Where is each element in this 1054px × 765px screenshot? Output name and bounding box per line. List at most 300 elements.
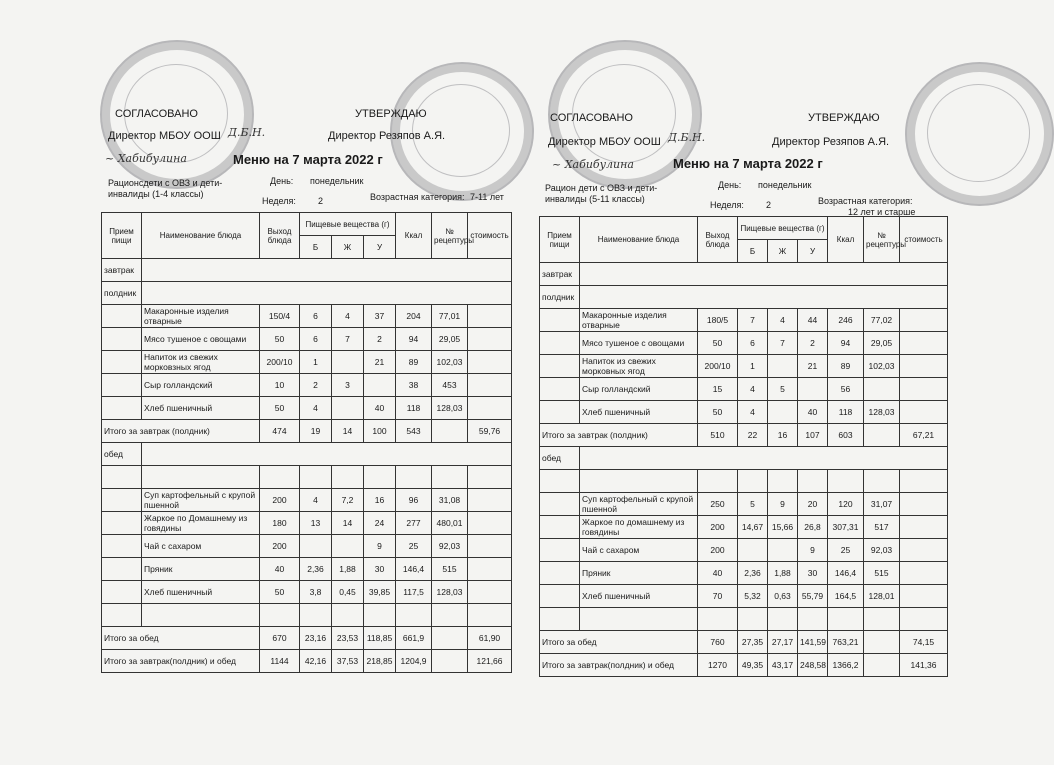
value-cell: 3,8 — [300, 581, 332, 604]
value-cell: 5,32 — [738, 585, 768, 608]
signature-mark: Д.Б.Н. — [668, 131, 706, 144]
dish-name: Напиток из свежих морковных ягод — [580, 355, 698, 378]
table-row — [102, 305, 512, 328]
value-cell: 77,02 — [864, 309, 900, 332]
total-value — [864, 424, 900, 447]
value-cell: 1,88 — [332, 558, 364, 581]
table-row — [102, 558, 512, 581]
dish-name: Жаркое по Домашнему из говядины — [142, 512, 260, 535]
value-cell: 117,5 — [396, 581, 432, 604]
table-cell — [828, 608, 864, 631]
value-cell — [900, 562, 948, 585]
value-cell — [768, 355, 798, 378]
value-cell — [798, 378, 828, 401]
header-meal: Прием пищи — [540, 217, 580, 263]
value-cell: 277 — [396, 512, 432, 535]
value-cell: 55,79 — [798, 585, 828, 608]
table-row — [102, 581, 512, 604]
value-cell: 120 — [828, 493, 864, 516]
table-row — [540, 424, 948, 447]
table-cell — [102, 397, 142, 420]
total-value: 22 — [738, 424, 768, 447]
header-kcal: Ккал — [396, 213, 432, 259]
dish-name: Хлеб пшеничный — [580, 401, 698, 424]
value-cell: 4 — [300, 489, 332, 512]
value-cell: 92,03 — [864, 539, 900, 562]
table-cell — [142, 443, 512, 466]
director-school-label: Директор МБОУ ООШ — [108, 130, 221, 142]
table-cell — [396, 604, 432, 627]
header-u: У — [798, 240, 828, 263]
total-value: 107 — [798, 424, 828, 447]
table-cell — [698, 608, 738, 631]
table-row — [102, 443, 512, 466]
value-cell: 50 — [260, 581, 300, 604]
value-cell — [332, 535, 364, 558]
table-cell — [580, 470, 698, 493]
value-cell: 4 — [300, 397, 332, 420]
value-cell: 94 — [828, 332, 864, 355]
value-cell: 0,63 — [768, 585, 798, 608]
value-cell: 515 — [864, 562, 900, 585]
table-cell — [102, 351, 142, 374]
value-cell: 50 — [698, 332, 738, 355]
value-cell: 40 — [798, 401, 828, 424]
table-row — [102, 374, 512, 397]
value-cell: 200 — [260, 489, 300, 512]
table-row — [540, 401, 948, 424]
director-name: Директор Резяпов А.Я. — [328, 130, 446, 142]
header-recipe: № рецептуры — [432, 213, 468, 259]
table-cell — [540, 516, 580, 539]
value-cell: 7,2 — [332, 489, 364, 512]
table-row — [540, 332, 948, 355]
header-dish: Наименование блюда — [142, 213, 260, 259]
section-label: полдник — [102, 282, 142, 305]
value-cell — [332, 397, 364, 420]
value-cell — [332, 351, 364, 374]
section-label: завтрак — [102, 259, 142, 282]
table-row — [102, 282, 512, 305]
value-cell: 1,88 — [768, 562, 798, 585]
day-value: понедельник — [758, 180, 812, 190]
value-cell: 102,03 — [864, 355, 900, 378]
value-cell: 14,67 — [738, 516, 768, 539]
value-cell: 6 — [300, 328, 332, 351]
value-cell — [300, 535, 332, 558]
table-row — [540, 608, 948, 631]
table-cell — [828, 470, 864, 493]
table-cell — [396, 466, 432, 489]
table-cell — [540, 355, 580, 378]
week-value: 2 — [318, 196, 324, 206]
ration-label: Рационсдети с ОВЗ и дети-инвалиды (1-4 классы) — [108, 178, 223, 199]
value-cell: 25 — [828, 539, 864, 562]
value-cell: 2,36 — [738, 562, 768, 585]
header-b: Б — [300, 236, 332, 259]
total-value: 248,58 — [798, 654, 828, 677]
value-cell: 3 — [332, 374, 364, 397]
table-cell — [540, 608, 580, 631]
menu-table-right — [539, 216, 948, 677]
value-cell — [468, 328, 512, 351]
value-cell — [468, 581, 512, 604]
approve-label: УТВЕРЖДАЮ — [808, 112, 880, 124]
table-row — [540, 493, 948, 516]
dish-name: Пряник — [142, 558, 260, 581]
table-cell — [364, 604, 396, 627]
header-recipe: № рецептуры — [864, 217, 900, 263]
total-value: 14 — [332, 420, 364, 443]
value-cell: 1 — [300, 351, 332, 374]
value-cell: 21 — [364, 351, 396, 374]
round-stamp-right-school — [905, 62, 1054, 206]
header-kcal: Ккал — [828, 217, 864, 263]
day-value: понедельник — [310, 176, 364, 186]
table-cell — [864, 470, 900, 493]
table-cell — [102, 535, 142, 558]
dish-name: Хлеб пшеничный — [580, 585, 698, 608]
total-value — [432, 420, 468, 443]
value-cell: 38 — [396, 374, 432, 397]
value-cell — [900, 516, 948, 539]
table-cell — [580, 286, 948, 309]
table-row — [102, 351, 512, 374]
value-cell: 6 — [738, 332, 768, 355]
total-value: 121,66 — [468, 650, 512, 673]
table-row — [540, 378, 948, 401]
value-cell: 200/10 — [698, 355, 738, 378]
value-cell: 9 — [364, 535, 396, 558]
dish-name: Макаронные изделия отварные — [142, 305, 260, 328]
total-value: 760 — [698, 631, 738, 654]
value-cell: 89 — [828, 355, 864, 378]
value-cell — [468, 535, 512, 558]
total-label: Итого за завтрак(полдник) и обед — [102, 650, 260, 673]
table-row — [102, 328, 512, 351]
value-cell: 5 — [738, 493, 768, 516]
table-cell — [540, 332, 580, 355]
table-row — [102, 512, 512, 535]
table-cell — [300, 466, 332, 489]
total-value: 474 — [260, 420, 300, 443]
table-row — [102, 259, 512, 282]
table-row — [540, 447, 948, 470]
total-value: 19 — [300, 420, 332, 443]
dish-name: Чай с сахаром — [580, 539, 698, 562]
table-row — [540, 286, 948, 309]
ration-label: Рацион дети с ОВЗ и дети-инвалиды (5-11 классы) — [545, 183, 658, 204]
table-cell — [580, 447, 948, 470]
value-cell: 44 — [798, 309, 828, 332]
value-cell: 37 — [364, 305, 396, 328]
value-cell — [468, 397, 512, 420]
table-cell — [102, 466, 142, 489]
table-cell — [698, 470, 738, 493]
total-value: 37,53 — [332, 650, 364, 673]
table-cell — [540, 401, 580, 424]
section-label: завтрак — [540, 263, 580, 286]
value-cell: 21 — [798, 355, 828, 378]
value-cell: 480,01 — [432, 512, 468, 535]
value-cell: 515 — [432, 558, 468, 581]
value-cell: 10 — [260, 374, 300, 397]
total-value: 1204,9 — [396, 650, 432, 673]
value-cell — [900, 378, 948, 401]
table-cell — [102, 328, 142, 351]
table-cell — [540, 539, 580, 562]
value-cell: 94 — [396, 328, 432, 351]
value-cell: 2 — [300, 374, 332, 397]
value-cell: 70 — [698, 585, 738, 608]
value-cell: 24 — [364, 512, 396, 535]
value-cell: 128,01 — [864, 585, 900, 608]
total-value: 27,17 — [768, 631, 798, 654]
total-value: 23,53 — [332, 627, 364, 650]
header-cost: стоимость — [468, 213, 512, 259]
dish-name: Суп картофельный с крупой пшенной — [142, 489, 260, 512]
day-label: День: — [718, 180, 742, 190]
dish-name: Мясо тушеное с овощами — [580, 332, 698, 355]
total-label: Итого за завтрак(полдник) и обед — [540, 654, 698, 677]
table-row — [102, 535, 512, 558]
value-cell — [364, 374, 396, 397]
value-cell — [900, 332, 948, 355]
table-cell — [102, 581, 142, 604]
total-value: 763,21 — [828, 631, 864, 654]
total-value: 603 — [828, 424, 864, 447]
signature-mark: ~ Хабибулина — [552, 158, 634, 171]
table-cell — [260, 604, 300, 627]
header-b: Б — [738, 240, 768, 263]
dish-name: Чай с сахаром — [142, 535, 260, 558]
value-cell — [738, 539, 768, 562]
table-row — [540, 470, 948, 493]
dish-name: Сыр голландский — [142, 374, 260, 397]
dish-name: Суп картофельный с крупой пшенной — [580, 493, 698, 516]
table-cell — [102, 558, 142, 581]
value-cell: 118 — [396, 397, 432, 420]
total-value: 42,16 — [300, 650, 332, 673]
total-value: 16 — [768, 424, 798, 447]
dish-name: Мясо тушеное с овощами — [142, 328, 260, 351]
age-label: Возрастная категория: — [818, 196, 913, 206]
total-value: 141,36 — [900, 654, 948, 677]
dish-name: Хлеб пшеничный — [142, 397, 260, 420]
header-u: У — [364, 236, 396, 259]
value-cell: 14 — [332, 512, 364, 535]
week-value: 2 — [766, 200, 772, 210]
table-cell — [540, 585, 580, 608]
menu-table-left — [101, 212, 512, 673]
table-row — [540, 263, 948, 286]
director-name: Директор Резяпов А.Я. — [772, 136, 890, 148]
value-cell: 40 — [260, 558, 300, 581]
table-row — [540, 355, 948, 378]
value-cell — [900, 355, 948, 378]
table-cell — [142, 282, 512, 305]
value-cell: 146,4 — [396, 558, 432, 581]
value-cell: 40 — [698, 562, 738, 585]
value-cell: 118 — [828, 401, 864, 424]
value-cell: 15,66 — [768, 516, 798, 539]
value-cell: 50 — [698, 401, 738, 424]
value-cell: 453 — [432, 374, 468, 397]
table-cell — [300, 604, 332, 627]
value-cell: 5 — [768, 378, 798, 401]
total-value: 27,35 — [738, 631, 768, 654]
age-value: 12 лет и старше — [848, 207, 916, 217]
value-cell: 180 — [260, 512, 300, 535]
value-cell: 146,4 — [828, 562, 864, 585]
total-value: 67,21 — [900, 424, 948, 447]
value-cell — [900, 309, 948, 332]
header-yield: Выход блюда — [260, 213, 300, 259]
value-cell: 164,5 — [828, 585, 864, 608]
signature-mark: Д.Б.Н. — [228, 126, 266, 139]
table-cell — [738, 470, 768, 493]
value-cell: 77,01 — [432, 305, 468, 328]
table-row — [102, 489, 512, 512]
week-label: Неделя: — [710, 200, 744, 210]
total-value: 1144 — [260, 650, 300, 673]
value-cell: 128,03 — [432, 581, 468, 604]
value-cell: 180/5 — [698, 309, 738, 332]
table-cell — [142, 259, 512, 282]
value-cell: 7 — [738, 309, 768, 332]
table-cell — [142, 466, 260, 489]
total-value: 118,85 — [364, 627, 396, 650]
value-cell: 29,05 — [432, 328, 468, 351]
table-cell — [364, 466, 396, 489]
table-cell — [432, 604, 468, 627]
table-row — [540, 654, 948, 677]
age-label: Возрастная категория: — [370, 192, 465, 202]
section-label: обед — [102, 443, 142, 466]
header-nutrients: Пищевые вещества (г) — [300, 213, 396, 236]
total-label: Итого за завтрак (полдник) — [102, 420, 260, 443]
page-title: Меню на 7 марта 2022 г — [233, 152, 383, 167]
table-cell — [798, 608, 828, 631]
total-value: 670 — [260, 627, 300, 650]
table-cell — [540, 378, 580, 401]
dish-name: Пряник — [580, 562, 698, 585]
value-cell: 307,31 — [828, 516, 864, 539]
value-cell: 9 — [768, 493, 798, 516]
value-cell: 200 — [260, 535, 300, 558]
value-cell — [768, 401, 798, 424]
value-cell: 29,05 — [864, 332, 900, 355]
table-cell — [798, 470, 828, 493]
value-cell: 102,03 — [432, 351, 468, 374]
total-value — [432, 627, 468, 650]
value-cell: 39,85 — [364, 581, 396, 604]
table-row — [540, 539, 948, 562]
table-cell — [468, 604, 512, 627]
table-cell — [102, 374, 142, 397]
value-cell — [900, 401, 948, 424]
value-cell: 13 — [300, 512, 332, 535]
header-yield: Выход блюда — [698, 217, 738, 263]
agreed-label: СОГЛАСОВАНО — [550, 112, 633, 124]
value-cell: 31,07 — [864, 493, 900, 516]
table-cell — [432, 466, 468, 489]
value-cell — [468, 374, 512, 397]
total-value: 661,9 — [396, 627, 432, 650]
table-row — [102, 627, 512, 650]
section-label: полдник — [540, 286, 580, 309]
dish-name: Хлеб пшеничный — [142, 581, 260, 604]
value-cell: 7 — [768, 332, 798, 355]
total-value: 141,59 — [798, 631, 828, 654]
total-value — [864, 631, 900, 654]
total-value: 543 — [396, 420, 432, 443]
table-row — [102, 397, 512, 420]
value-cell: 200 — [698, 539, 738, 562]
value-cell: 56 — [828, 378, 864, 401]
total-label: Итого за обед — [102, 627, 260, 650]
dish-name: Макаронные изделия отварные — [580, 309, 698, 332]
value-cell: 7 — [332, 328, 364, 351]
table-cell — [900, 470, 948, 493]
agreed-label: СОГЛАСОВАНО — [115, 108, 198, 120]
value-cell: 40 — [364, 397, 396, 420]
table-cell — [768, 470, 798, 493]
value-cell: 20 — [798, 493, 828, 516]
value-cell — [468, 512, 512, 535]
value-cell — [468, 558, 512, 581]
table-cell — [864, 608, 900, 631]
table-cell — [102, 512, 142, 535]
value-cell: 92,03 — [432, 535, 468, 558]
value-cell: 4 — [768, 309, 798, 332]
total-value — [864, 654, 900, 677]
value-cell: 200 — [698, 516, 738, 539]
total-value: 1366,2 — [828, 654, 864, 677]
value-cell — [468, 489, 512, 512]
approve-label: УТВЕРЖДАЮ — [355, 108, 427, 120]
header-zh: Ж — [768, 240, 798, 263]
total-value: 510 — [698, 424, 738, 447]
value-cell: 204 — [396, 305, 432, 328]
page-title: Меню на 7 марта 2022 г — [673, 156, 823, 171]
value-cell: 4 — [332, 305, 364, 328]
value-cell — [900, 539, 948, 562]
value-cell: 200/10 — [260, 351, 300, 374]
day-label: День: — [270, 176, 294, 186]
table-row — [540, 631, 948, 654]
dish-name: Сыр голландский — [580, 378, 698, 401]
table-row — [540, 516, 948, 539]
value-cell: 150/4 — [260, 305, 300, 328]
total-value: 59,76 — [468, 420, 512, 443]
section-label: обед — [540, 447, 580, 470]
value-cell — [864, 378, 900, 401]
table-cell — [260, 466, 300, 489]
table-cell — [332, 604, 364, 627]
total-label: Итого за обед — [540, 631, 698, 654]
value-cell: 246 — [828, 309, 864, 332]
signature-mark: ~ Хабибулина — [105, 152, 187, 165]
table-cell — [540, 470, 580, 493]
value-cell: 9 — [798, 539, 828, 562]
value-cell: 1 — [738, 355, 768, 378]
table-cell — [900, 608, 948, 631]
table-row — [102, 466, 512, 489]
table-cell — [540, 309, 580, 332]
header-cost: стоимость — [900, 217, 948, 263]
value-cell: 0,45 — [332, 581, 364, 604]
